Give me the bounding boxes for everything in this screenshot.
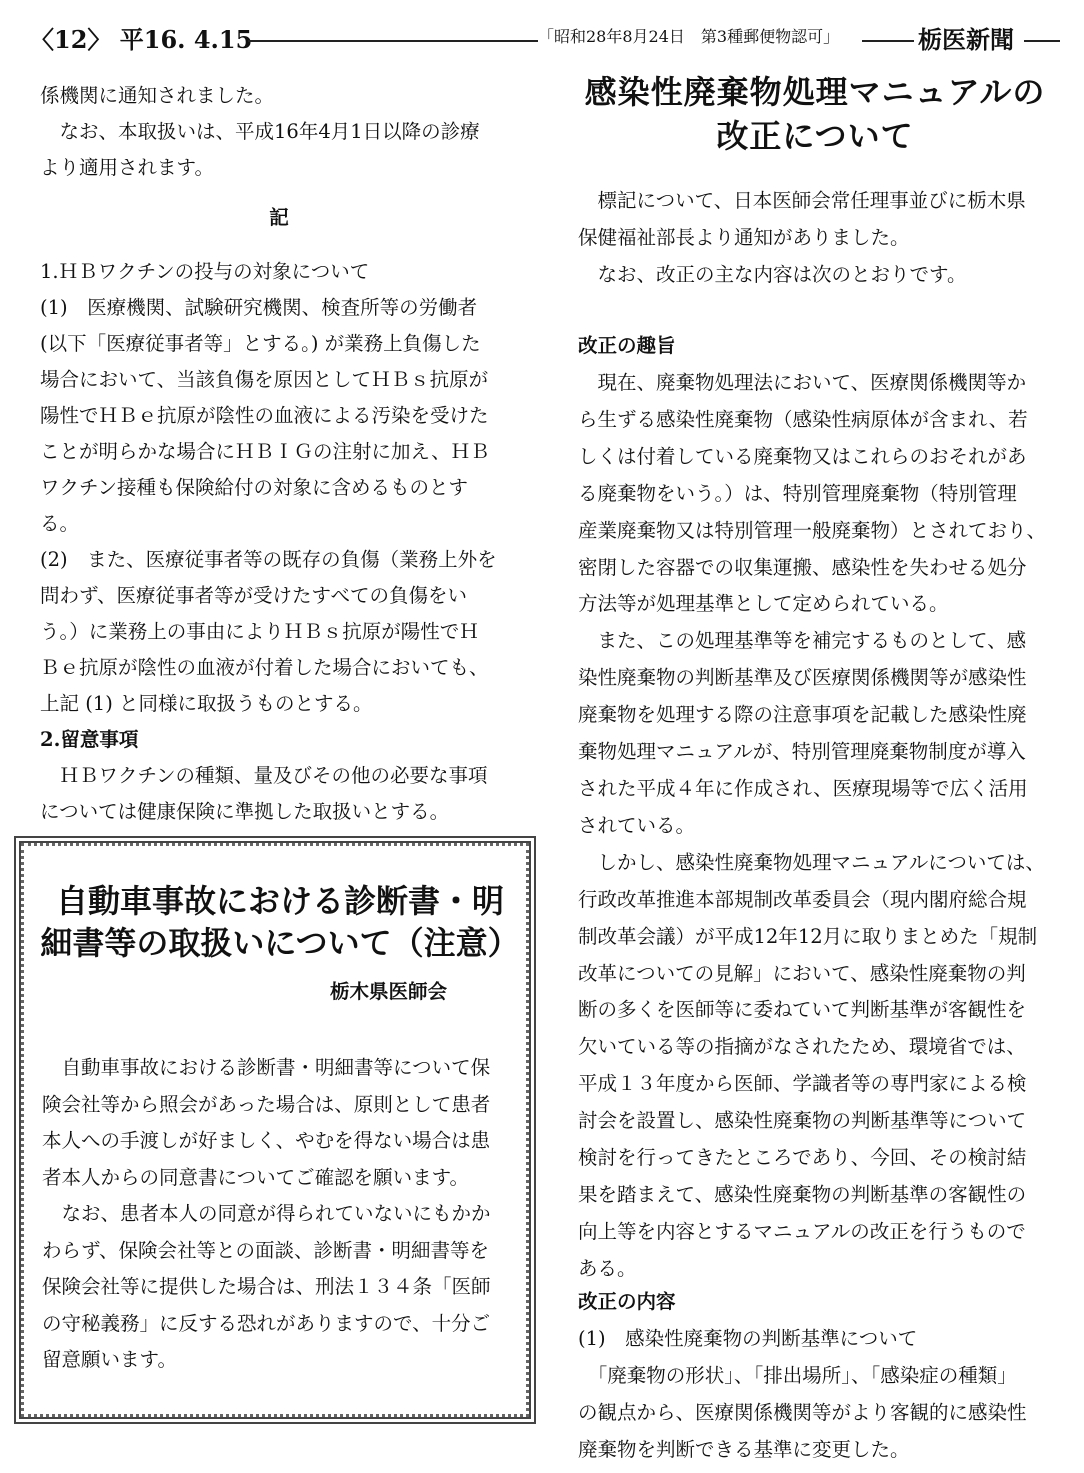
title-line: 自動車事故における診断書・明 xyxy=(55,882,504,920)
text-line: 行政改革推進本部規制改革委員会（現内閣府総合規 xyxy=(578,887,1027,911)
text-line: 陽性でＨＢｅ抗原が陰性の血液による汚染を受けた xyxy=(40,404,489,427)
text-line: 1.ＨＢワクチンの投与の対象について xyxy=(40,260,370,283)
notice-title xyxy=(30,880,530,964)
text-line: う。）に業務上の事由によりＨＢｓ抗原が陽性でＨ xyxy=(40,620,479,643)
text-line: 廃棄物を判断できる基準に変更した。 xyxy=(578,1438,910,1461)
text-line: 場合において、当該負傷を原因としてＨＢｓ抗原が xyxy=(40,368,489,391)
text-line: より適用されます。 xyxy=(40,156,214,179)
section-heading-contents: 改正の内容 xyxy=(578,1290,676,1313)
text-line: 欠いている等の指摘がなされたため、環境省では、 xyxy=(578,1035,1026,1059)
right-intro xyxy=(578,182,1026,293)
text-line: る。 xyxy=(40,512,80,535)
text-line: Ｂｅ抗原が陰性の血液が付着した場合においても、 xyxy=(40,656,489,679)
text-line: 自動車事故における診断書・明細書等について保 xyxy=(42,1056,491,1079)
text-line: (2) また、医療従事者等の既存の負傷（業務上外を xyxy=(40,548,497,571)
text-line: 現在、廃棄物処理法において、医療関係機関等か xyxy=(578,371,1027,394)
text-line: 留意願います。 xyxy=(42,1348,177,1371)
title-line: 感染性廃棄物処理マニュアルの xyxy=(584,73,1046,111)
page-header xyxy=(30,20,1060,60)
text-line: また、この処理基準等を補完するものとして、感 xyxy=(578,629,1027,653)
text-line: 産業廃棄物又は特別管理一般廃棄物）とされており、 xyxy=(578,518,1047,542)
header-rule xyxy=(248,40,538,42)
notice-org: 栃木県医師会 xyxy=(330,980,448,1003)
text-line: 果を踏まえて、感染性廃棄物の判断基準の客観性の xyxy=(578,1182,1027,1206)
left-intro xyxy=(40,78,480,186)
text-line: の守秘義務」に反する恐れがありますので、十分ご xyxy=(42,1311,491,1335)
title-line: 改正について xyxy=(716,117,914,155)
text-line: 染性廃棄物の判断基準及び医療関係機関等が感染性 xyxy=(578,666,1027,690)
section-heading-purpose: 改正の趣旨 xyxy=(578,334,676,357)
text-line: なお、患者本人の同意が得られていないにもかか xyxy=(42,1202,491,1225)
text-line: しくは付着している廃棄物又はこれらのおそれがあ xyxy=(578,444,1027,468)
right-body-purpose xyxy=(578,365,1046,1288)
issue-date: 〈12〉 平16. 4.15 xyxy=(30,25,253,54)
text-line: なお、改正の主な内容は次のとおりです。 xyxy=(578,263,967,286)
text-line: る廃棄物をいう。）は、特別管理廃棄物（特別管理 xyxy=(578,481,1017,505)
paper-name: 栃医新聞 xyxy=(918,25,1014,54)
text-line: については健康保険に準拠した取扱いとする。 xyxy=(40,800,450,823)
title-line: 細書等の取扱いについて（注意） xyxy=(40,924,520,962)
text-line: ＨＢワクチンの種類、量及びその他の必要な事項 xyxy=(40,764,488,787)
text-line: (1) 医療機関、試験研究機関、検査所等の労働者 xyxy=(40,296,478,319)
text-line: されている。 xyxy=(578,813,696,837)
left-items xyxy=(40,254,497,830)
text-line: 「廃棄物の形状」、「排出場所」、「感染症の種類」 xyxy=(578,1364,1017,1387)
ki-heading: 記 xyxy=(269,206,289,229)
article-title xyxy=(565,70,1065,158)
text-line: 改革についての見解」において、感染性廃棄物の判 xyxy=(578,961,1026,985)
text-line: の観点から、医療関係機関等がより客観的に感染性 xyxy=(578,1401,1027,1424)
notice-body xyxy=(42,1050,491,1379)
text-line: 問わず、医療従事者等が受けたすべての負傷をい xyxy=(40,584,468,607)
text-line: (以下「医療従事者等」とする。) が業務上負傷した xyxy=(40,332,481,355)
text-line: 標記について、日本医師会常任理事並びに栃木県 xyxy=(578,189,1026,212)
text-line: 討会を設置し、感染性廃棄物の判断基準等について xyxy=(578,1109,1027,1133)
text-line: された平成４年に作成され、医療現場等で広く活用 xyxy=(578,776,1028,800)
text-line: ことが明らかな場合にＨＢＩＧの注射に加え、ＨＢ xyxy=(40,440,490,463)
text-line: 断の多くを医師等に委ねていて判断基準が客観性を xyxy=(578,998,1027,1022)
text-line: なお、本取扱いは、平成16年4月1日以降の診療 xyxy=(40,120,480,143)
right-body-contents xyxy=(578,1320,1027,1468)
text-line: 2.留意事項 xyxy=(40,728,139,751)
text-line: 棄物処理マニュアルが、特別管理廃棄物制度が導入 xyxy=(578,740,1026,764)
text-line: (1) 感染性廃棄物の判断基準について xyxy=(578,1327,918,1350)
text-line: ら生ずる感染性廃棄物（感染性病原体が含まれ、若 xyxy=(578,407,1028,431)
text-line: 向上等を内容とするマニュアルの改正を行うもので xyxy=(578,1219,1026,1243)
text-line: 係機関に通知されました。 xyxy=(40,84,275,107)
header-rule xyxy=(1024,40,1060,42)
text-line: 密閉した容器での収集運搬、感染性を失わせる処分 xyxy=(578,555,1027,579)
text-line: 平成１３年度から医師、学識者等の専門家による検 xyxy=(578,1072,1027,1096)
text-line: わらず、保険会社等との面談、診断書・明細書等を xyxy=(42,1238,489,1262)
text-line: 険会社等から照会があった場合は、原則として患者 xyxy=(42,1092,491,1116)
text-line: しかし、感染性廃棄物処理マニュアルについては、 xyxy=(578,850,1045,874)
text-line: 上記 (1) と同様に取扱うものとする。 xyxy=(40,692,373,715)
text-line: 保険会社等に提供した場合は、刑法１３４条「医師 xyxy=(42,1275,491,1298)
text-line: 保健福祉部長より通知がありました。 xyxy=(578,226,910,249)
text-line: 廃棄物を処理する際の注意事項を記載した感染性廃 xyxy=(578,703,1027,727)
text-line: 制改革会議）が平成12年12月に取りまとめた「規制 xyxy=(578,924,1038,948)
postal-permit: 「昭和28年8月24日 第3種郵便物認可」 xyxy=(538,27,840,46)
text-line: 方法等が処理基準として定められている。 xyxy=(578,592,949,616)
text-line: ワクチン接種も保険給付の対象に含めるものとす xyxy=(40,476,469,499)
text-line: 検討を行ってきたところであり、今回、その検討結 xyxy=(578,1146,1027,1170)
header-rule xyxy=(862,40,914,42)
text-line: 本人への手渡しが好ましく、やむを得ない場合は患 xyxy=(42,1129,491,1152)
text-line: 者本人からの同意書についてご確認を願います。 xyxy=(42,1165,470,1189)
text-line: ある。 xyxy=(578,1256,637,1280)
